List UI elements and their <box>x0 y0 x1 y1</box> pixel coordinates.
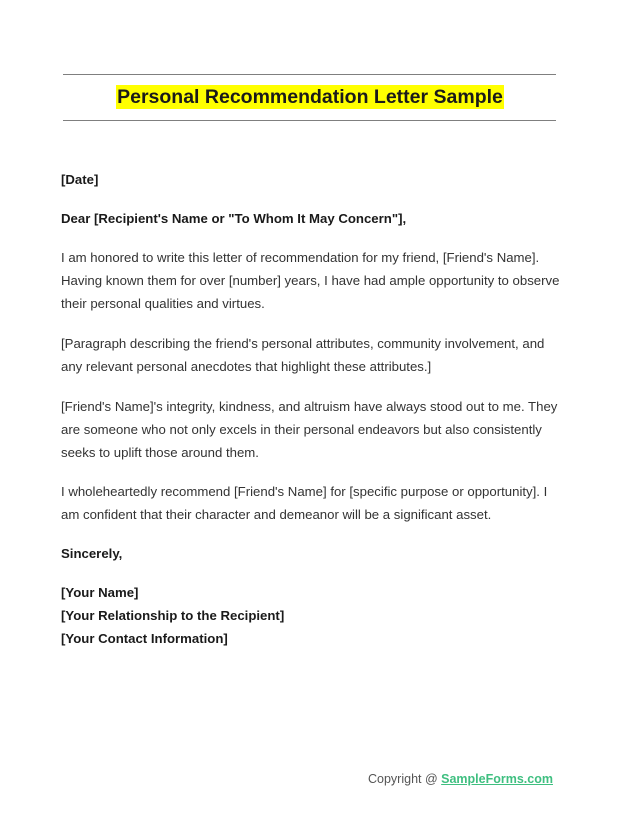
page-title: Personal Recommendation Letter Sample <box>117 86 503 108</box>
title-container <box>0 85 620 109</box>
copyright-text: Copyright @ <box>368 772 442 786</box>
bottom-divider <box>63 120 556 121</box>
top-divider <box>63 74 556 75</box>
signature-block <box>61 581 561 650</box>
copyright-footer <box>368 772 553 786</box>
paragraph-attributes: [Paragraph describing the friend's personal attributes, community involvement, and any relevant personal anecdotes that highlight these attributes.] <box>61 336 545 374</box>
signature-name: [Your Name] <box>61 585 139 600</box>
signature-relationship: [Your Relationship to the Recipient] <box>61 608 285 623</box>
signature-contact: [Your Contact Information] <box>61 631 228 646</box>
closing: Sincerely, <box>61 546 123 561</box>
salutation: Dear [Recipient's Name or "To Whom It May Concern"], <box>61 211 407 226</box>
paragraph-character: [Friend's Name]'s integrity, kindness, and altruism have always stood out to me. They are someone who not only excels in their personal endeavors but also consistently seeks to uplift those around them. <box>61 399 558 460</box>
brand-link[interactable]: SampleForms.com <box>441 772 553 786</box>
paragraph-intro: I am honored to write this letter of recommendation for my friend, [Friend's Name]. Having known them for over [number] years, I have had ample opportunity to observe their personal qualities and virtues. <box>61 250 560 311</box>
date-line: [Date] <box>61 172 99 187</box>
paragraph-recommendation: I wholeheartedly recommend [Friend's Name] for [specific purpose or opportunity]. I am confident that their character and demeanor will be a significant asset. <box>61 484 548 522</box>
